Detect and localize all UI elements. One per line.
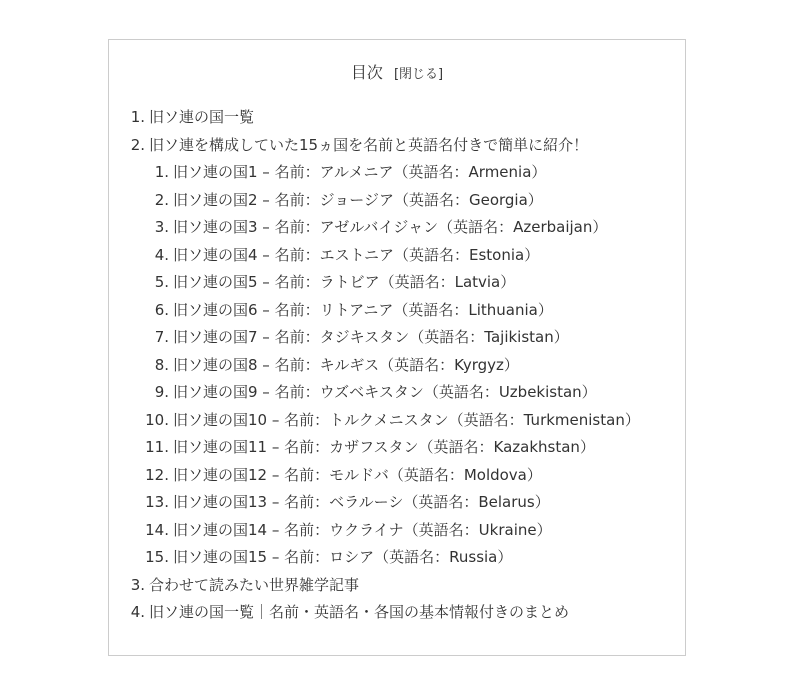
- toc-item[interactable]: [109, 104, 687, 132]
- toc-subitem-link[interactable]: 旧ソ連の国1 – 名前：アルメニア（英語名：Armenia）: [173, 163, 547, 181]
- toc-subitem-number: 9.: [154, 383, 169, 401]
- toc-subitem[interactable]: [109, 544, 687, 572]
- toc-item[interactable]: [109, 572, 687, 600]
- toc-subitem-number: 8.: [154, 355, 169, 374]
- toc-subitem-number: 6.: [154, 300, 169, 319]
- toc-subitem[interactable]: [109, 407, 687, 435]
- toc-subitem[interactable]: [109, 379, 687, 407]
- toc-subitem-number: 11.: [145, 438, 169, 456]
- toc-subitem[interactable]: [109, 462, 687, 490]
- toc-item-link[interactable]: 合わせて読みたい世界雑学記事: [149, 575, 360, 594]
- toc-subitem-number: 2.: [154, 190, 169, 209]
- toc-subitem[interactable]: [109, 352, 687, 380]
- toc-subitem-number: 12.: [145, 465, 169, 484]
- toc-item[interactable]: [109, 599, 687, 627]
- toc-subitem[interactable]: [109, 324, 687, 352]
- toc-item-number: 1.: [130, 108, 145, 126]
- toc-header: [109, 62, 685, 86]
- toc-subitem-number: 14.: [145, 520, 169, 539]
- toc-item-number: 2.: [130, 135, 145, 154]
- toc-item-link[interactable]: 旧ソ連の国一覧｜名前・英語名・各国の基本情報付きのまとめ: [149, 603, 570, 621]
- toc-subitem-link[interactable]: 旧ソ連の国9 – 名前：ウズベキスタン（英語名：Uzbekistan）: [173, 383, 597, 401]
- toc-subitem-number: 1.: [154, 163, 169, 181]
- toc-item[interactable]: [109, 132, 687, 160]
- toc-subitem-number: 7.: [154, 328, 169, 346]
- toc-item-link[interactable]: 旧ソ連を構成していた15ヵ国を名前と英語名付きで簡単に紹介！: [149, 135, 589, 154]
- toc-item-number: 3.: [130, 575, 145, 594]
- toc-subitem-number: 13.: [145, 493, 169, 511]
- toc-subitem-number: 3.: [154, 218, 169, 236]
- toc-subitem-number: 10.: [145, 410, 169, 429]
- table-of-contents: [108, 39, 686, 656]
- toc-subitem[interactable]: [109, 242, 687, 270]
- toc-subitem-link[interactable]: 旧ソ連の国6 – 名前：リトアニア（英語名：Lithuania）: [173, 300, 553, 319]
- toc-subitem[interactable]: [109, 214, 687, 242]
- toc-subitem-link[interactable]: 旧ソ連の国8 – 名前：キルギス（英語名：Kyrgyz）: [173, 355, 519, 374]
- toc-subitem-link[interactable]: 旧ソ連の国2 – 名前：ジョージア（英語名：Georgia）: [173, 190, 543, 209]
- toc-subitem-link[interactable]: 旧ソ連の国7 – 名前：タジキスタン（英語名：Tajikistan）: [173, 328, 569, 346]
- toc-subitem[interactable]: [109, 517, 687, 545]
- toc-subitem[interactable]: [109, 434, 687, 462]
- toc-subitem[interactable]: [109, 159, 687, 187]
- toc-subitem-link[interactable]: 旧ソ連の国4 – 名前：エストニア（英語名：Estonia）: [173, 245, 540, 264]
- toc-subitem-number: 4.: [154, 245, 169, 264]
- toc-item-link[interactable]: 旧ソ連の国一覧: [149, 108, 255, 126]
- toc-subitem[interactable]: [109, 489, 687, 517]
- toc-subitem[interactable]: [109, 187, 687, 215]
- toc-close-toggle[interactable]: [閉じる]: [393, 67, 444, 82]
- toc-title: 目次: [350, 63, 383, 82]
- toc-subitem[interactable]: [109, 297, 687, 325]
- toc-subitem[interactable]: [109, 269, 687, 297]
- toc-subitem-link[interactable]: 旧ソ連の国12 – 名前：モルドバ（英語名：Moldova）: [173, 465, 542, 484]
- toc-item-number: 4.: [130, 603, 145, 621]
- toc-subitem-link[interactable]: 旧ソ連の国5 – 名前：ラトビア（英語名：Latvia）: [173, 273, 516, 291]
- toc-subitem-link[interactable]: 旧ソ連の国14 – 名前：ウクライナ（英語名：Ukraine）: [173, 520, 552, 539]
- toc-subitem-number: 5.: [154, 273, 169, 291]
- toc-subitem-number: 15.: [145, 548, 169, 566]
- toc-subitem-link[interactable]: 旧ソ連の国10 – 名前：トルクメニスタン（英語名：Turkmenistan）: [173, 410, 640, 429]
- toc-list: [109, 104, 687, 627]
- toc-subitem-link[interactable]: 旧ソ連の国3 – 名前：アゼルバイジャン（英語名：Azerbaijan）: [173, 218, 608, 236]
- toc-subitem-link[interactable]: 旧ソ連の国13 – 名前：ベラルーシ（英語名：Belarus）: [173, 493, 550, 511]
- toc-subitem-link[interactable]: 旧ソ連の国11 – 名前：カザフスタン（英語名：Kazakhstan）: [173, 438, 595, 456]
- toc-subitem-link[interactable]: 旧ソ連の国15 – 名前：ロシア（英語名：Russia）: [173, 548, 513, 566]
